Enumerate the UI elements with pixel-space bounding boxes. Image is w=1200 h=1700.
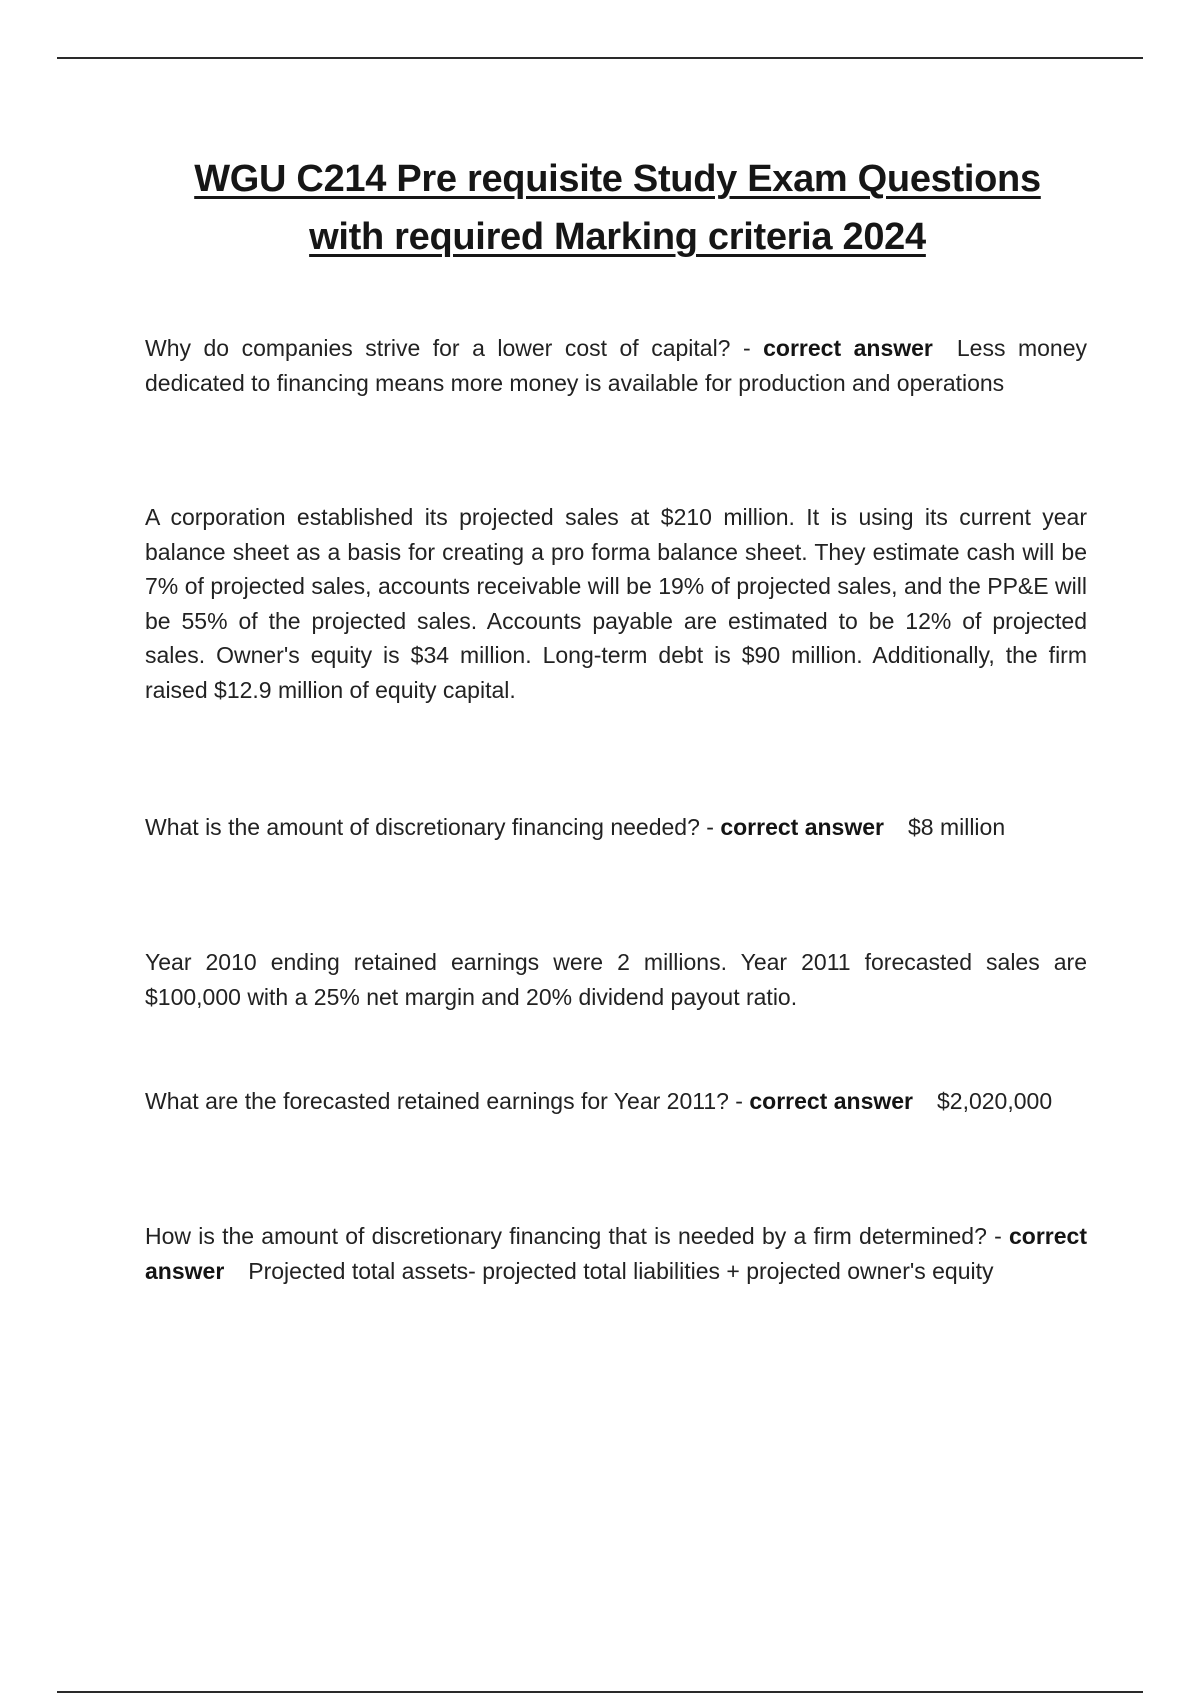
scenario-text: A corporation established its projected sales at $210 million. It is using its current year balance sheet as a basis for creating a pro forma balance sheet. They estimate cash will be 7% of projected sales, accounts receivable will be 19% of projected sales, and the PP&E will be 55% of the projected sales. Accounts payable are estimated to be 12% of projected sales. Owner's equity is $34 million. Long-term debt is $90 million. Additionally, the firm raised $12.9 million of equity capital. bbox=[145, 504, 1087, 703]
answer-label: correct answer bbox=[720, 814, 884, 840]
answer-label: correct answer bbox=[749, 1088, 913, 1114]
scenario-text: Year 2010 ending retained earnings were 2 millions. Year 2011 forecasted sales are $100,000 with a 25% net margin and 20% dividend payout ratio. bbox=[145, 949, 1087, 1010]
document-title bbox=[145, 150, 1090, 266]
qa-item-discretionary-financing bbox=[145, 810, 1087, 845]
question-text: Why do companies strive for a lower cost of capital? - bbox=[145, 335, 751, 361]
answer-text: Less money dedicated to financing means more money is available for production and operations bbox=[145, 335, 1087, 396]
qa-item-cost-of-capital bbox=[145, 331, 1087, 400]
answer-text: $8 million bbox=[907, 814, 1006, 840]
answer-text: $2,020,000 bbox=[937, 1088, 1053, 1114]
qa-item-financing-determination bbox=[145, 1219, 1087, 1288]
question-text: What is the amount of discretionary financing needed? - bbox=[145, 814, 714, 840]
question-text: What are the forecasted retained earnings for Year 2011? - bbox=[145, 1088, 743, 1114]
title-line-2: with required Marking criteria 2024 bbox=[309, 216, 926, 258]
title-line-1: WGU C214 Pre requisite Study Exam Questions bbox=[194, 158, 1041, 200]
qa-item-forecasted-retained-earnings bbox=[145, 1084, 1087, 1119]
footer-rule bbox=[57, 1691, 1143, 1693]
answer-text: Projected total assets- projected total liabilities + projected owner's equity bbox=[248, 1257, 994, 1284]
scenario-retained-earnings bbox=[145, 945, 1087, 1014]
question-text: How is the amount of discretionary financing that is needed by a firm determined? - bbox=[145, 1223, 1002, 1249]
header-rule bbox=[57, 57, 1143, 59]
scenario-pro-forma bbox=[145, 500, 1087, 707]
answer-label: correct answer bbox=[763, 335, 933, 361]
answer-label: correct answer bbox=[145, 1223, 1087, 1284]
